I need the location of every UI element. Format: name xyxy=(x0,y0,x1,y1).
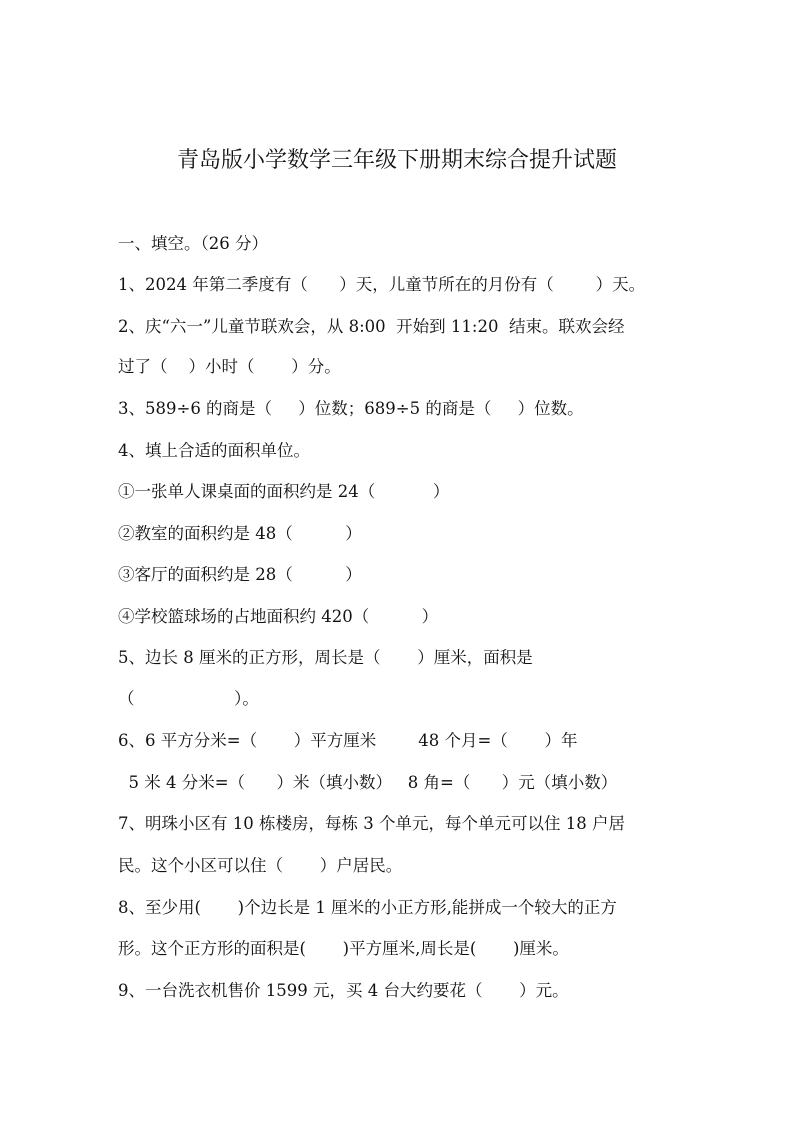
question-2-line-1: 2、庆“六一”儿童节联欢会，从 8:00 开始到 11:20 结束。联欢会经 xyxy=(118,317,625,336)
question-1: 1、2024 年第二季度有（ ）天，儿童节所在的月份有（ ）天。 xyxy=(118,275,646,294)
question-4-item-3: ③客厅的面积约是 28（ ） xyxy=(118,565,362,584)
question-4-item-4: ④学校篮球场的占地面积约 420（ ） xyxy=(118,607,439,626)
page-title: 青岛版小学数学三年级下册期末综合提升试题 xyxy=(176,148,617,173)
question-4-item-1: ①一张单人课桌面的面积约是 24（ ） xyxy=(118,482,450,501)
question-3: 3、589÷6 的商是（ ）位数；689÷5 的商是（ ）位数。 xyxy=(118,399,584,418)
question-6-line-2: 5 米 4 分米=（ ）米（填小数） 8 角=（ ）元（填小数） xyxy=(118,773,618,792)
question-9: 9、一台洗衣机售价 1599 元，买 4 台大约要花（ ）元。 xyxy=(118,981,569,1000)
section-heading: 一、填空。（26 分） xyxy=(118,234,268,253)
question-8-line-2: 形。这个正方形的面积是( )平方厘米,周长是( )厘米。 xyxy=(118,939,569,958)
question-8-line-1: 8、至少用( )个边长是 1 厘米的小正方形,能拼成一个较大的正方 xyxy=(118,898,617,917)
question-5-line-1: 5、边长 8 厘米的正方形，周长是（ ）厘米，面积是 xyxy=(118,648,533,667)
question-4-item-2: ②教室的面积约是 48（ ） xyxy=(118,524,362,543)
question-7-line-1: 7、明珠小区有 10 栋楼房，每栋 3 个单元，每个单元可以住 18 户居 xyxy=(118,814,625,833)
question-2-line-2: 过了（ ）小时（ ）分。 xyxy=(118,357,341,376)
question-7-line-2: 民。这个小区可以住（ ）户居民。 xyxy=(118,856,403,875)
question-4: 4、填上合适的面积单位。 xyxy=(118,441,310,460)
question-6-line-1: 6、6 平方分米=（ ）平方厘米 48 个月=（ ）年 xyxy=(118,731,578,750)
question-5-line-2: （ ）。 xyxy=(118,689,259,708)
